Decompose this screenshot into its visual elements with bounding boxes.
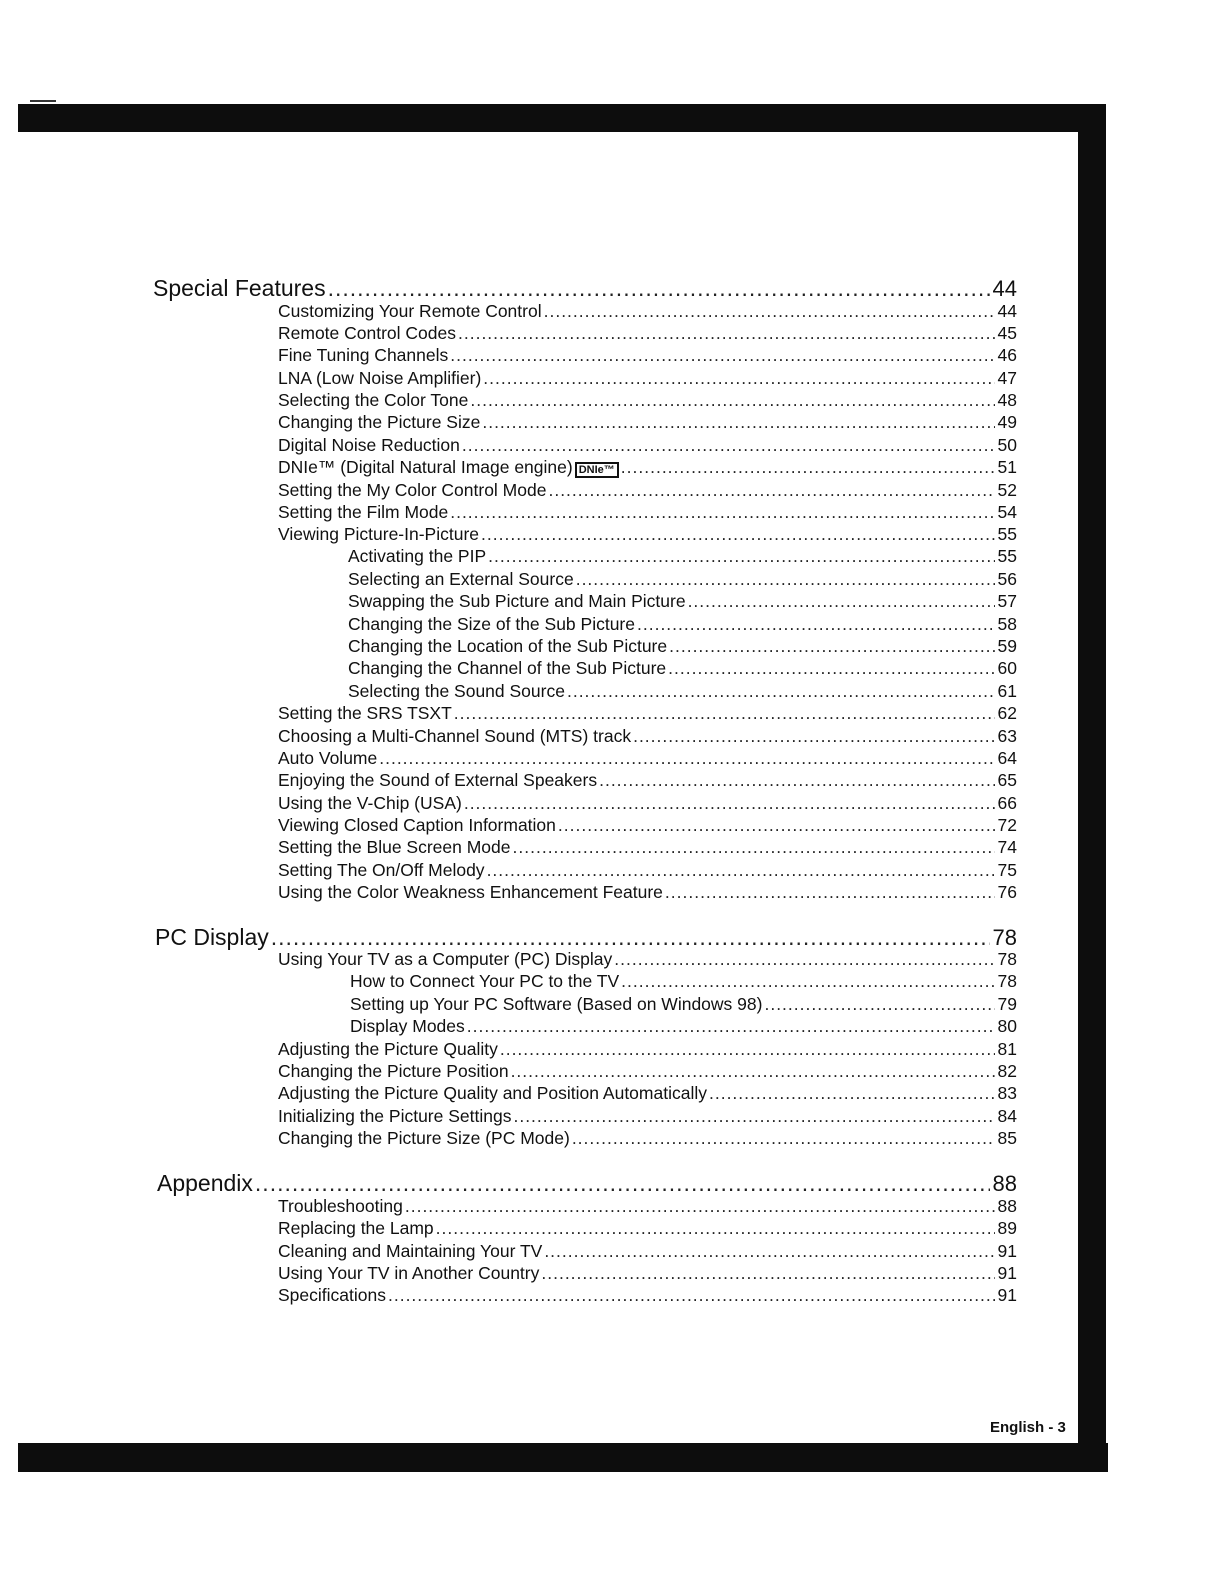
top-border-bar bbox=[18, 104, 1106, 132]
toc-entry[interactable]: Adjusting the Picture Quality ..... 81 bbox=[278, 1039, 1017, 1060]
toc-subentry[interactable]: Activating the PIP ..... 55 bbox=[348, 546, 1017, 567]
toc-subentry[interactable]: Setting up Your PC Software (Based on Windows 98) ..... 79 bbox=[350, 994, 1017, 1015]
toc-entry[interactable]: Changing the Picture Size ..... 49 bbox=[278, 412, 1017, 433]
toc-entry[interactable]: LNA (Low Noise Amplifier) ..... 47 bbox=[278, 368, 1017, 389]
toc-entry[interactable]: Using Your TV as a Computer (PC) Display ..... 78 bbox=[278, 949, 1017, 970]
right-border-bar bbox=[1078, 104, 1106, 1444]
toc-entry[interactable]: Remote Control Codes ..... 45 bbox=[278, 323, 1017, 344]
toc-subentry[interactable]: Changing the Size of the Sub Picture ..... 58 bbox=[348, 614, 1017, 635]
toc-subentry[interactable]: Selecting an External Source ..... 56 bbox=[348, 569, 1017, 590]
toc-subentry[interactable]: Swapping the Sub Picture and Main Picture ..... 57 bbox=[348, 591, 1017, 612]
toc-subentry[interactable]: Display Modes ..... 80 bbox=[350, 1016, 1017, 1037]
toc-entry[interactable]: Auto Volume ..... 64 bbox=[278, 748, 1017, 769]
toc-entry[interactable]: Fine Tuning Channels ..... 46 bbox=[278, 345, 1017, 366]
toc-entry[interactable]: Setting the SRS TSXT ..... 62 bbox=[278, 703, 1017, 724]
toc-entry[interactable]: Enjoying the Sound of External Speakers ..... 65 bbox=[278, 770, 1017, 791]
dnie-badge: DNIe™ bbox=[575, 462, 619, 478]
toc-entry[interactable]: Using the Color Weakness Enhancement Feature ..... 76 bbox=[278, 882, 1017, 903]
toc-section-appendix[interactable]: Appendix ..... 88 bbox=[157, 1170, 1017, 1197]
toc-subentry[interactable]: How to Connect Your PC to the TV ..... 78 bbox=[350, 971, 1017, 992]
toc-entry[interactable]: Adjusting the Picture Quality and Position Automatically ..... 83 bbox=[278, 1083, 1017, 1104]
page-number-footer: English - 3 bbox=[990, 1419, 1066, 1436]
toc-entry[interactable]: Changing the Picture Size (PC Mode) ..... 85 bbox=[278, 1128, 1017, 1149]
toc-entry[interactable]: Viewing Picture-In-Picture ..... 55 bbox=[278, 524, 1017, 545]
toc-entry[interactable]: Customizing Your Remote Control ..... 44 bbox=[278, 301, 1017, 322]
toc-subentry[interactable]: Changing the Location of the Sub Picture ..... 59 bbox=[348, 636, 1017, 657]
toc-entry[interactable]: Choosing a Multi-Channel Sound (MTS) track ..... 63 bbox=[278, 726, 1017, 747]
toc-subentry[interactable]: Changing the Channel of the Sub Picture ..... 60 bbox=[348, 658, 1017, 679]
toc-entry[interactable]: Replacing the Lamp ..... 89 bbox=[278, 1218, 1017, 1239]
toc-entry[interactable]: Specifications ..... 91 bbox=[278, 1285, 1017, 1306]
toc-entry[interactable]: Initializing the Picture Settings ..... 84 bbox=[278, 1106, 1017, 1127]
toc-section-special-features[interactable]: Special Features ..... 44 bbox=[153, 275, 1017, 302]
toc-entry[interactable]: Setting The On/Off Melody ..... 75 bbox=[278, 860, 1017, 881]
toc-entry[interactable]: Cleaning and Maintaining Your TV ..... 91 bbox=[278, 1241, 1017, 1262]
toc-entry[interactable]: Using the V-Chip (USA) ..... 66 bbox=[278, 793, 1017, 814]
toc-entry[interactable]: Selecting the Color Tone ..... 48 bbox=[278, 390, 1017, 411]
toc-entry[interactable]: Changing the Picture Position ..... 82 bbox=[278, 1061, 1017, 1082]
toc-subentry[interactable]: Selecting the Sound Source ..... 61 bbox=[348, 681, 1017, 702]
bottom-border-bar bbox=[18, 1443, 1108, 1472]
toc-entry[interactable]: Using Your TV in Another Country ..... 91 bbox=[278, 1263, 1017, 1284]
toc-entry[interactable]: Viewing Closed Caption Information ..... 72 bbox=[278, 815, 1017, 836]
toc-entry[interactable]: Setting the My Color Control Mode ..... 52 bbox=[278, 480, 1017, 501]
toc-entry[interactable]: Setting the Blue Screen Mode ..... 74 bbox=[278, 837, 1017, 858]
toc-entry[interactable]: Troubleshooting ..... 88 bbox=[278, 1196, 1017, 1217]
scan-speck bbox=[30, 100, 56, 102]
toc-section-pc-display[interactable]: PC Display ..... 78 bbox=[155, 924, 1017, 951]
toc-entry[interactable]: Digital Noise Reduction ..... 50 bbox=[278, 435, 1017, 456]
toc-entry[interactable]: DNIe™ (Digital Natural Image engine) DNIe™ ..... 51 bbox=[278, 457, 1017, 478]
toc-entry[interactable]: Setting the Film Mode ..... 54 bbox=[278, 502, 1017, 523]
